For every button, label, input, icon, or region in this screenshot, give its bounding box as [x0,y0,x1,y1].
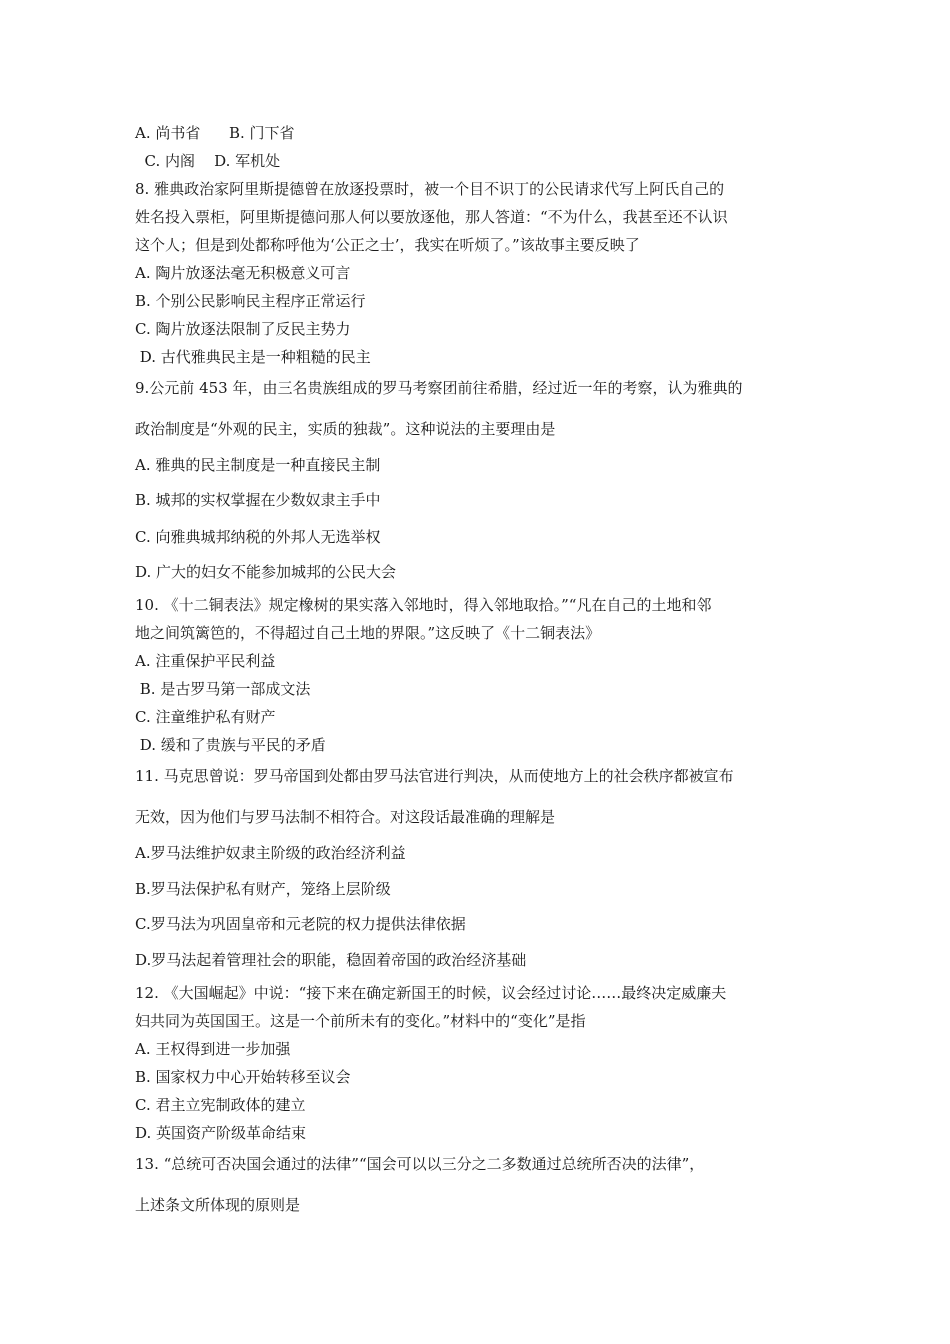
q9-option-c: C. 向雅典城邦纳税的外邦人无选举权 [135,528,381,546]
q8-option-a: A. 陶片放逐法毫无积极意义可言 [135,264,351,282]
q10-option-c: C. 注童维护私有财产 [135,708,276,726]
q12-stem-line-1: 12. 《大国崛起》中说：“接下来在确定新国王的时候，议会经过讨论……最终决定威廉夫 [135,984,727,1002]
q8-option-c: C. 陶片放逐法限制了反民主势力 [135,320,351,338]
q12-option-a: A. 王权得到进一步加强 [135,1040,291,1058]
q11-stem-line-2: 无效，因为他们与罗马法制不相符合。对这段话最准确的理解是 [135,808,556,826]
q7-options-cd: C. 内阁 D. 军机处 [135,152,281,170]
q11-option-d: D.罗马法起着管理社会的职能，稳固着帝国的政治经济基础 [135,951,527,969]
q8-stem-line-2: 姓名投入票柜，阿里斯提德问那人何以要放逐他，那人答道：“不为什么，我甚至还不认识 [135,208,728,226]
q12-stem-line-2: 妇共同为英国国王。这是一个前所未有的变化。”材料中的“变化”是指 [135,1012,586,1030]
q11-option-b: B.罗马法保护私有财产，笼络上层阶级 [135,880,391,898]
q10-stem-line-1: 10. 《十二铜表法》规定橡树的果实落入邻地时，得入邻地取拾。”“凡在自己的土地和邻 [135,596,712,614]
q9-option-b: B. 城邦的实权掌握在少数奴隶主手中 [135,491,381,509]
q10-option-a: A. 注重保护平民利益 [135,652,276,670]
q11-option-a: A.罗马法维护奴隶主阶级的政治经济利益 [135,844,406,862]
q8-option-d: D. 古代雅典民主是一种粗糙的民主 [135,348,371,366]
q7-options-ab: A. 尚书省 B. 门下省 [135,124,295,142]
q8-stem-line-1: 8. 雅典政治家阿里斯提德曾在放逐投票时，被一个目不识丁的公民请求代写上阿氏自己的 [135,180,725,198]
q11-stem-line-1: 11. 马克思曾说：罗马帝国到处都由罗马法官进行判决，从而使地方上的社会秩序都被宣布 [135,767,734,785]
q12-option-b: B. 国家权力中心开始转移至议会 [135,1068,351,1086]
q11-option-c: C.罗马法为巩固皇帝和元老院的权力提供法律依据 [135,915,466,933]
q9-option-a: A. 雅典的民主制度是一种直接民主制 [135,456,381,474]
q10-option-d: D. 缓和了贵族与平民的矛盾 [135,736,326,754]
q13-stem-line-1: 13. “总统可否决国会通过的法律”“国会可以以三分之二多数通过总统所否决的法律”， [135,1155,705,1173]
q10-option-b: B. 是古罗马第一部成文法 [135,680,311,698]
q13-stem-line-2: 上述条文所体现的原则是 [135,1196,301,1214]
q8-option-b: B. 个别公民影响民主程序正常运行 [135,292,366,310]
q9-stem-line-1: 9.公元前 453 年，由三名贵族组成的罗马考察团前往希腊，经过近一年的考察，认为雅典的 [135,379,743,397]
q12-option-c: C. 君主立宪制政体的建立 [135,1096,306,1114]
q9-option-d: D. 广大的妇女不能参加城邦的公民大会 [135,563,397,581]
q12-option-d: D. 英国资产阶级革命结束 [135,1124,307,1142]
q10-stem-line-2: 地之间筑篱笆的，不得超过自己土地的界限。”这反映了《十二铜表法》 [135,624,601,642]
q8-stem-line-3: 这个人；但是到处都称呼他为‘公正之士’，我实在听烦了。”该故事主要反映了 [135,236,640,254]
q9-stem-line-2: 政治制度是“外观的民主，实质的独裁”。这种说法的主要理由是 [135,420,556,438]
